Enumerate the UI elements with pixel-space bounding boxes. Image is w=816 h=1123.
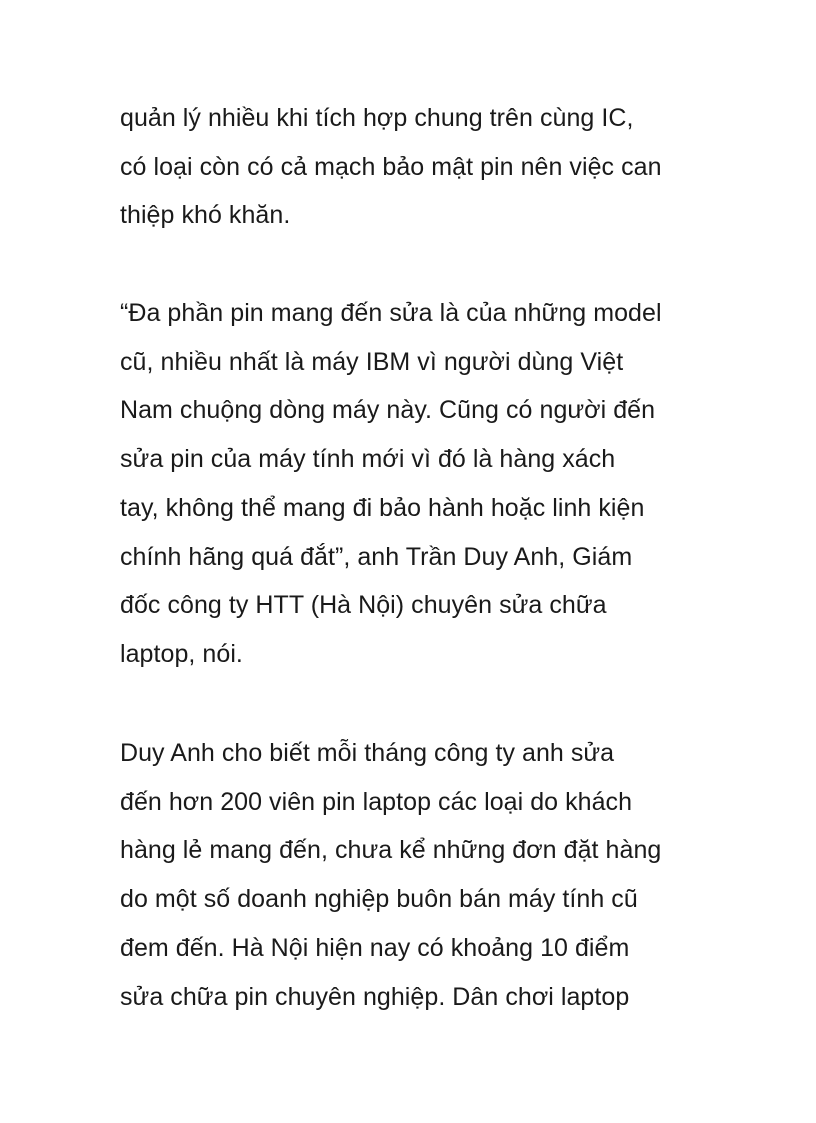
text-line: chính hãng quá đắt”, anh Trần Duy Anh, Giám [120, 542, 633, 571]
text-line: Nam chuộng dòng máy này. Cũng có người đến [120, 396, 656, 425]
text-line: đốc công ty HTT (Hà Nội) chuyên sửa chữa [120, 591, 607, 620]
text-line: do một số doanh nghiệp buôn bán máy tính cũ [120, 885, 638, 914]
text-line: thiệp khó khăn. [120, 201, 291, 230]
text-line: đem đến. Hà Nội hiện nay có khoảng 10 điểm [120, 933, 630, 962]
text-line: Duy Anh cho biết mỗi tháng công ty anh sửa [120, 739, 615, 767]
text-line: sửa pin của máy tính mới vì đó là hàng xách [120, 445, 616, 474]
text-line: tay, không thể mang đi bảo hành hoặc linh kiện [120, 493, 645, 522]
paragraph-1 [120, 94, 720, 240]
text-line: cũ, nhiều nhất là máy IBM vì người dùng Việt [120, 347, 624, 376]
paragraph-3 [120, 729, 720, 1021]
text-line: đến hơn 200 viên pin laptop các loại do khách [120, 787, 633, 816]
text-line: sửa chữa pin chuyên nghiệp. Dân chơi laptop [120, 982, 630, 1011]
text-line: laptop, nói. [120, 639, 243, 668]
text-line: hàng lẻ mang đến, chưa kể những đơn đặt hàng [120, 836, 662, 865]
text-line: “Đa phần pin mang đến sửa là của những model [120, 299, 662, 327]
text-line: có loại còn có cả mạch bảo mật pin nên việc can [120, 152, 662, 181]
paragraph-2 [120, 289, 720, 679]
text-line: quản lý nhiều khi tích hợp chung trên cùng IC, [120, 104, 634, 132]
